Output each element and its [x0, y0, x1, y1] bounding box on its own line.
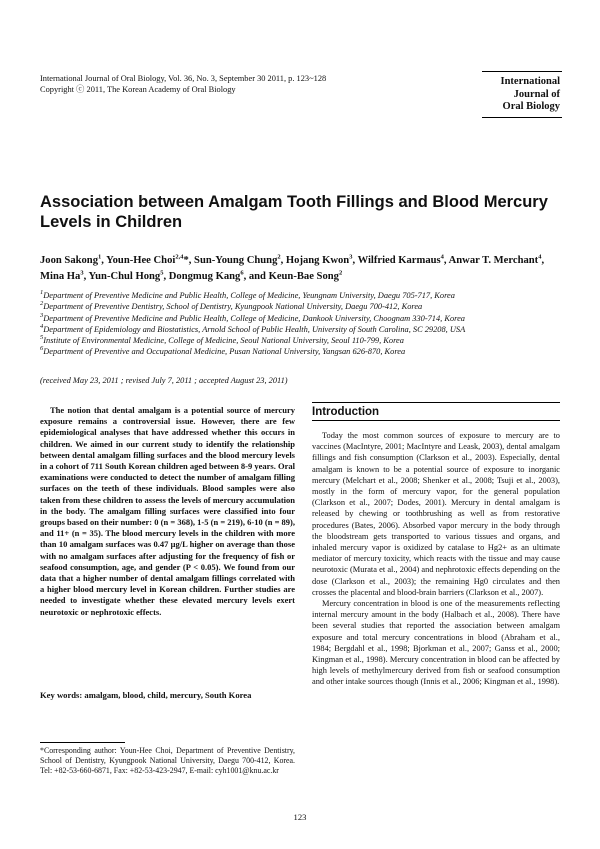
author-name: Dongmug Kang — [168, 271, 241, 282]
author-affiliation-mark: 2,4 — [175, 253, 184, 261]
affiliation-text: Department of Epidemiology and Biostatistics, Arnold School of Public Health, University of South Carolina, SC 29208, USA — [43, 324, 466, 334]
journal-box-line: Oral Biology — [502, 101, 560, 112]
footnote-rule — [40, 742, 125, 743]
affiliation-text: Department of Preventive and Occupational Medicine, Pusan National University, Yangsan 626-870, Korea — [43, 347, 406, 357]
affiliation-number: 2 — [40, 300, 44, 308]
abstract: The notion that dental amalgam is a potential source of mercury exposure remains a controversial issue. However, there are few epidemiological analyses that have addressed whether this occurs in children. We aimed in our current study to identify the relationship between dental amalgam filling surfaces and the blood mercury levels in a cohort of 711 South Korean children aged between 8-9 years. Oral examinations were conducted to detect the number of amalgam filling surfaces on the teeth of these individuals. Blood samples were also taken from these children to assess the levels of mercury accumulation in the body. The amalgam filling surfaces were classified into four groups based on their number: 0 (n = 368), 1-5 (n = 219), 6-10 (n = 89), and 11+ (n = 35). The blood mercury levels in the children with more than 10 amalgam surfaces was 0.47 μg/L higher on average than those with no amalgam surfaces after adjusting for the frequency of fish or seafood consumption, age, and gender (P < 0.05). We found from our data that a higher number of dental amalgam fillings correlated with a higher blood mercury level in Korean children. Further studies are needed to investigate whether these elevated mercury levels exert neurotoxic or nephrotoxic effects. — [40, 405, 295, 617]
received-dates: (received May 23, 2011 ; revised July 7, 2011 ; accepted August 23, 2011) — [40, 376, 288, 385]
section-heading-introduction: Introduction — [312, 402, 560, 421]
author-name: Youn-Hee Choi — [106, 255, 176, 266]
intro-paragraph: Today the most common sources of exposure to mercury are to vaccines (MacIntyre, 2001; MacIntyre and Leask, 2003), dental amalgam fillings and fish consumption (Clarkson et al., 2003). Especially, dental amalgam is known to be a potential source of exposure to inorganic mercury (Melchart et al., 2008; Shenker et al., 2008; Tsuji et al., 2003), mostly in the form of mercury vapor, for the general population (Clarkson et al., 2007; Dodes, 2001). Mercury in dental amalgam is released by chewing or toothbrushing as well as from restorative procedures (Bates, 2006). Absorbed vapor mercury in the body through the bloodstream gets transported to various tissues and organs, and inhaled mercury vapor is oxidized by catalase to Hg2+ as an ultimate mediator of mercury toxicity, which reacts with the tissue and may cause neurotoxic (Murata et al., 2004) and nephrotoxic effects depending on the dose (Clarkson et al., 2003); the remaining Hg0 circulates and then crosses the placental and blood-brain barriers (Clarkson et al., 2007). — [312, 431, 560, 597]
affiliation-line — [40, 290, 580, 301]
affiliations — [40, 290, 580, 358]
affiliation-number: 6 — [40, 345, 44, 353]
journal-box — [482, 71, 562, 118]
author-name: Wilfried Karmaus — [357, 255, 441, 266]
journal-box-line: International — [500, 76, 560, 87]
author-affiliation-mark: 4 — [538, 253, 542, 261]
author-name: Sun-Young Chung — [194, 255, 278, 266]
affiliation-text: Department of Preventive Medicine and Public Health, College of Medicine, Dankook University, Choognam 330-714, Korea — [43, 313, 465, 323]
page-number: 123 — [293, 812, 307, 822]
author-affiliation-mark: 3 — [80, 269, 84, 277]
copyright-line: Copyright ⓒ 2011, The Korean Academy of Oral Biology — [40, 85, 236, 94]
author-affiliation-mark: 6 — [240, 269, 244, 277]
intro-paragraph: Mercury concentration in blood is one of the measurements reflecting internal mercury amount in the body (Halbach et al., 2008). There have been several studies that reported the association between amalgam exposure and total mercury concentrations in blood (Abraham et al., 1984; Bergdahl et al., 1998; Bjorkman et al., 2007; Ganss et al., 2000; Kingman et al., 1998). Mercury concentration in blood can be affected by high levels of methylmercury derived from fish or seafood consumption and other intake sources though (Innis et al., 2006; Kingman et al., 1998). — [312, 599, 560, 687]
author-name: Joon Sakong — [40, 255, 98, 266]
affiliation-number: 5 — [40, 334, 44, 342]
author-affiliation-mark: 2 — [338, 269, 343, 277]
author-affiliation-mark: 5 — [160, 269, 164, 277]
author-name: Mina Ha — [40, 271, 81, 282]
citation-line: International Journal of Oral Biology, Vol. 36, No. 3, September 30 2011, p. 123~128 — [40, 74, 327, 83]
affiliation-number: 3 — [40, 311, 44, 319]
author-list: Joon Sakong$^1$, Youn-Hee Choi$^{2,4}$*, Sun-Young Chung$^2$, Hojang Kwon$^3$, Wilfried Karmaus$^4$, Anwar T. Merchant$^4$, Mina Ha$^3$, Yun-Chul Hong$^5$, Dongmug Kang$^6$, and Keun-Bae Song$^2$ — [40, 253, 545, 282]
author-name: and Keun-Bae Song — [248, 271, 339, 282]
running-header — [40, 73, 326, 95]
affiliation-line — [40, 313, 580, 324]
journal-box-line: Journal of — [513, 88, 560, 100]
author-affiliation-mark: 1 — [98, 253, 102, 261]
author-affiliation-mark: 2 — [277, 253, 281, 261]
affiliation-line — [40, 324, 580, 335]
affiliation-text: Department of Preventive Medicine and Public Health, College of Medicine, Yeungnam University, Daegu 705-717, Korea — [43, 291, 455, 300]
author-name: Hojang Kwon — [285, 255, 350, 266]
affiliation-line — [40, 335, 580, 346]
affiliation-line — [40, 346, 580, 357]
corresponding-author-note: *Corresponding author: Youn-Hee Choi, Department of Preventive Dentistry, School of Dentistry, Kyungpook National University, Daegu 700-412, Korea. Tel: +82-53-660-6871, Fax: +82-53-423-2947, E-mail: cyh1001@knu.ac.kr — [40, 746, 295, 775]
corresponding-author-mark: * — [183, 255, 189, 266]
paper-title: Association between Amalgam Tooth Fillings and Blood Mercury Levels in Children — [40, 193, 548, 231]
affiliation-number: 4 — [40, 323, 44, 331]
author-name: Yun-Chul Hong — [88, 271, 161, 282]
affiliation-text: Institute of Environmental Medicine, College of Medicine, Seoul National University, Seoul 110-799, Korea — [43, 336, 404, 346]
author-affiliation-mark: 3 — [349, 253, 353, 261]
author-name: Anwar T. Merchant — [448, 255, 539, 266]
affiliation-text: Department of Preventive Dentistry, School of Dentistry, Kyungpook National University, Daegu 700-412, Korea — [43, 302, 423, 312]
keywords: Key words: amalgam, blood, child, mercury, South Korea — [40, 690, 252, 700]
affiliation-line — [40, 301, 580, 312]
author-affiliation-mark: 4 — [440, 253, 444, 261]
introduction-body — [312, 430, 560, 688]
affiliation-number: 1 — [40, 289, 44, 297]
